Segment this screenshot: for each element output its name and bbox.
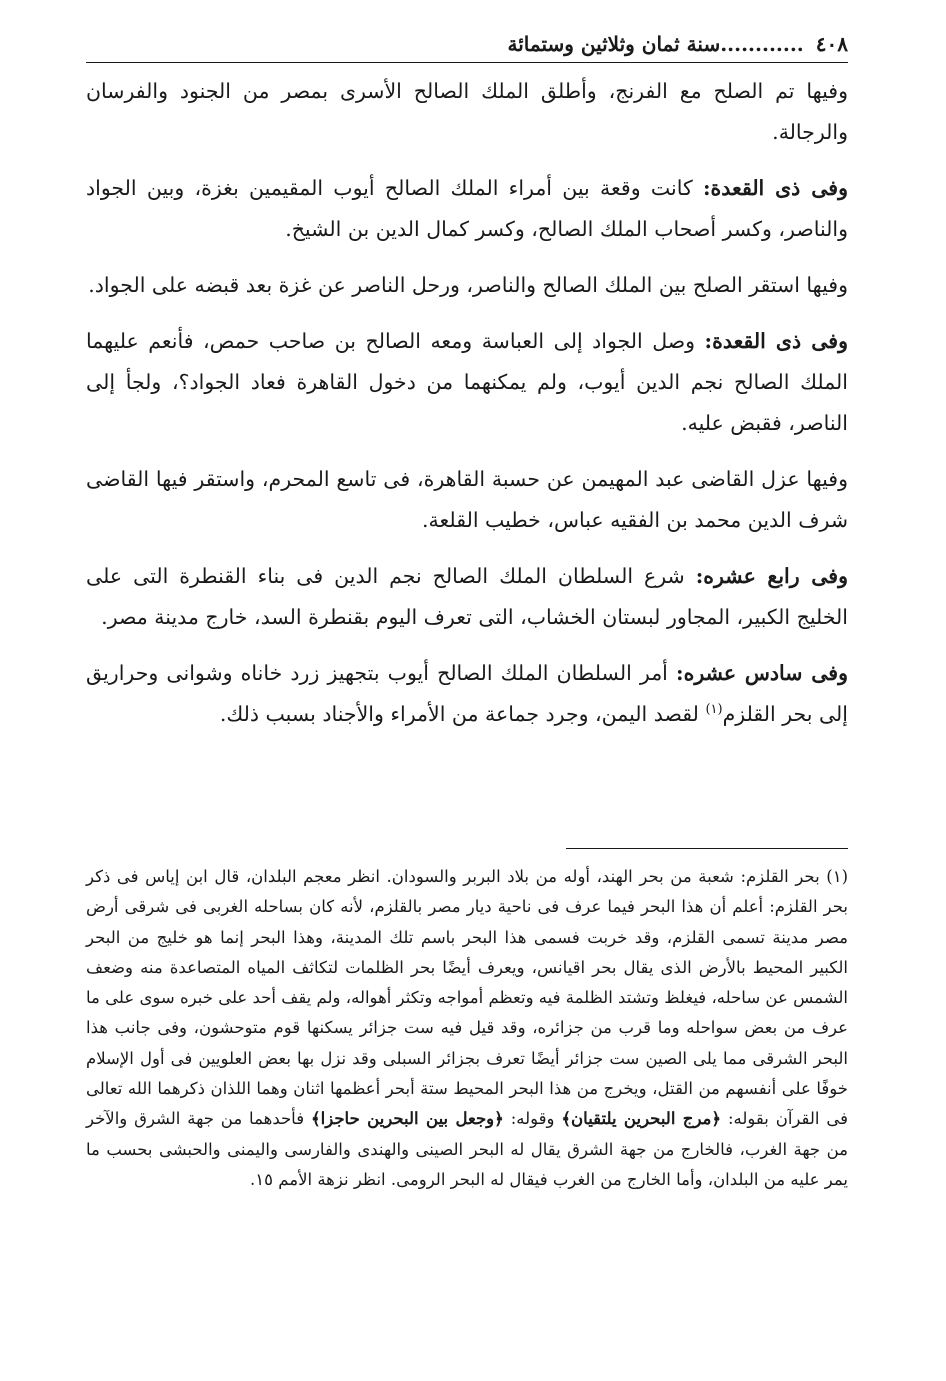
running-title: سنة ثمان وثلاثين وستمائة bbox=[507, 32, 721, 56]
paragraph-6 bbox=[86, 556, 848, 638]
footnote-1 bbox=[86, 862, 848, 1195]
footnote-divider bbox=[566, 848, 848, 849]
paragraph-1: وفيها تم الصلح مع الفرنج، وأطلق الملك الصالح الأسرى بمصر من الجنود والفرسان والرجالة. bbox=[86, 79, 848, 144]
paragraph-2-lead: وفى ذى القعدة: bbox=[702, 176, 848, 200]
paragraph-4 bbox=[86, 321, 848, 444]
paragraph-2-text: كانت وقعة بين أمراء الملك الصالح أيوب المقيمين بغزة، وبين الجواد والناصر، وكسر أصحاب الملك الصالح، وكسر كمال الدين بن الشيخ. bbox=[86, 176, 848, 241]
paragraph-6-lead: وفى رابع عشره: bbox=[695, 564, 848, 588]
page bbox=[86, 26, 849, 1189]
paragraph-4-lead: وفى ذى القعدة: bbox=[704, 329, 848, 353]
paragraph-7-lead: وفى سادس عشره: bbox=[676, 661, 849, 685]
quran-quote-2: ﴿وجعل بين البحرين حاجزا﴾ bbox=[310, 1109, 504, 1129]
paragraph-7 bbox=[86, 653, 848, 735]
main-text bbox=[86, 71, 848, 735]
quran-quote-1: ﴿مرج البحرين يلتقيان﴾ bbox=[561, 1109, 722, 1129]
page-number: ٤٠٨ bbox=[815, 32, 848, 56]
paragraph-3: وفيها استقر الصلح بين الملك الصالح والناصر، ورحل الناصر عن غزة بعد قبضه على الجواد. bbox=[88, 273, 848, 297]
header-dots: ............ bbox=[720, 32, 804, 56]
paragraph-6-text: شرع السلطان الملك الصالح نجم الدين فى بناء القنطرة التى على الخليج الكبير، المجاور لبستان الخشاب، التى تعرف اليوم بقنطرة السد، خارج مدينة مصر. bbox=[86, 564, 848, 629]
paragraph-7-text-a: أمر السلطان الملك الصالح أيوب بتجهيز زرد خاناه وشوانى وحراريق إلى بحر القلزم bbox=[86, 661, 848, 726]
footnote-text-a: (١) بحر القلزم: شعبة من بحر الهند، أوله من بلاد البربر والسودان. انظر معجم البلدان، قال ابن إياس فى ذكر بحر القلزم: أعلم أن هذا البحر فيما عرف فى ناحية ديار مصر بالقلزم، لأنه كان بساحله الغربى فى شرقى أرض مصر مدينة تسمى القلزم، وقد خربت فسمى هذا البحر باسم تلك المدينة، وهذا البحر إنما هو خليج من البحر الكبير المحيط بالأرض الذى يقال بحر اقيانس، ويعرف أيضًا بحر الظلمات لتكاثف المياه المتصاعدة منه وضعف الشمس عن ساحله، فيغلظ وتشتد الظلمة فيه وتعظم أمواجه وتكثر أهواله، ولم يقف أحد على خبره سوى على ما عرف من بعض سواحله وما قرب من جزائره، وقد قيل فيه ست جزائر يسكنها قوم متوحشون، وفى جانب هذا البحر الشرقى مما يلى الصين ست جزائر أيضًا تعرف بجزائر السبلى وقد نزل بها بعض العلويين فى أول الإسلام خوفًا على أنفسهم من القتل، ويخرج من هذا البحر المحيط ستة أبحر أعظمها اثنان وهما اللذان ذكرهما الله تعالى فى القرآن بقوله: bbox=[86, 867, 848, 1129]
running-header bbox=[86, 26, 848, 63]
footnote-text-b: وقوله: bbox=[503, 1109, 562, 1129]
paragraph-4-text: وصل الجواد إلى العباسة ومعه الصالح بن صاحب حمص، فأنعم عليهما الملك الصالح نجم الدين أيوب، ولم يمكنهما من دخول القاهرة فعاد الجواد؟، ولجأ إلى الناصر، فقبض عليه. bbox=[86, 329, 848, 435]
paragraph-2 bbox=[86, 168, 848, 250]
footnote bbox=[86, 862, 848, 1195]
footnote-text-c: فأحدهما من جهة الشرق والآخر من جهة الغرب، فالخارج من جهة الشرق يقال له البحر الصينى والهندى والفارسى واليمنى والحبشى بحسب ما يمر عليه من البلدان، وأما الخارج من الغرب فيقال له البحر الرومى. انظر نزهة الأمم ١٥. bbox=[86, 1109, 848, 1189]
paragraph-5: وفيها عزل القاضى عبد المهيمن عن حسبة القاهرة، فى تاسع المحرم، واستقر فيها القاضى شرف الدين محمد بن الفقيه عباس، خطيب القلعة. bbox=[86, 467, 848, 532]
footnote-reference[interactable]: (١) bbox=[705, 702, 723, 718]
paragraph-7-text-b: لقصد اليمن، وجرد جماعة من الأمراء والأجناد بسبب ذلك. bbox=[219, 702, 706, 726]
